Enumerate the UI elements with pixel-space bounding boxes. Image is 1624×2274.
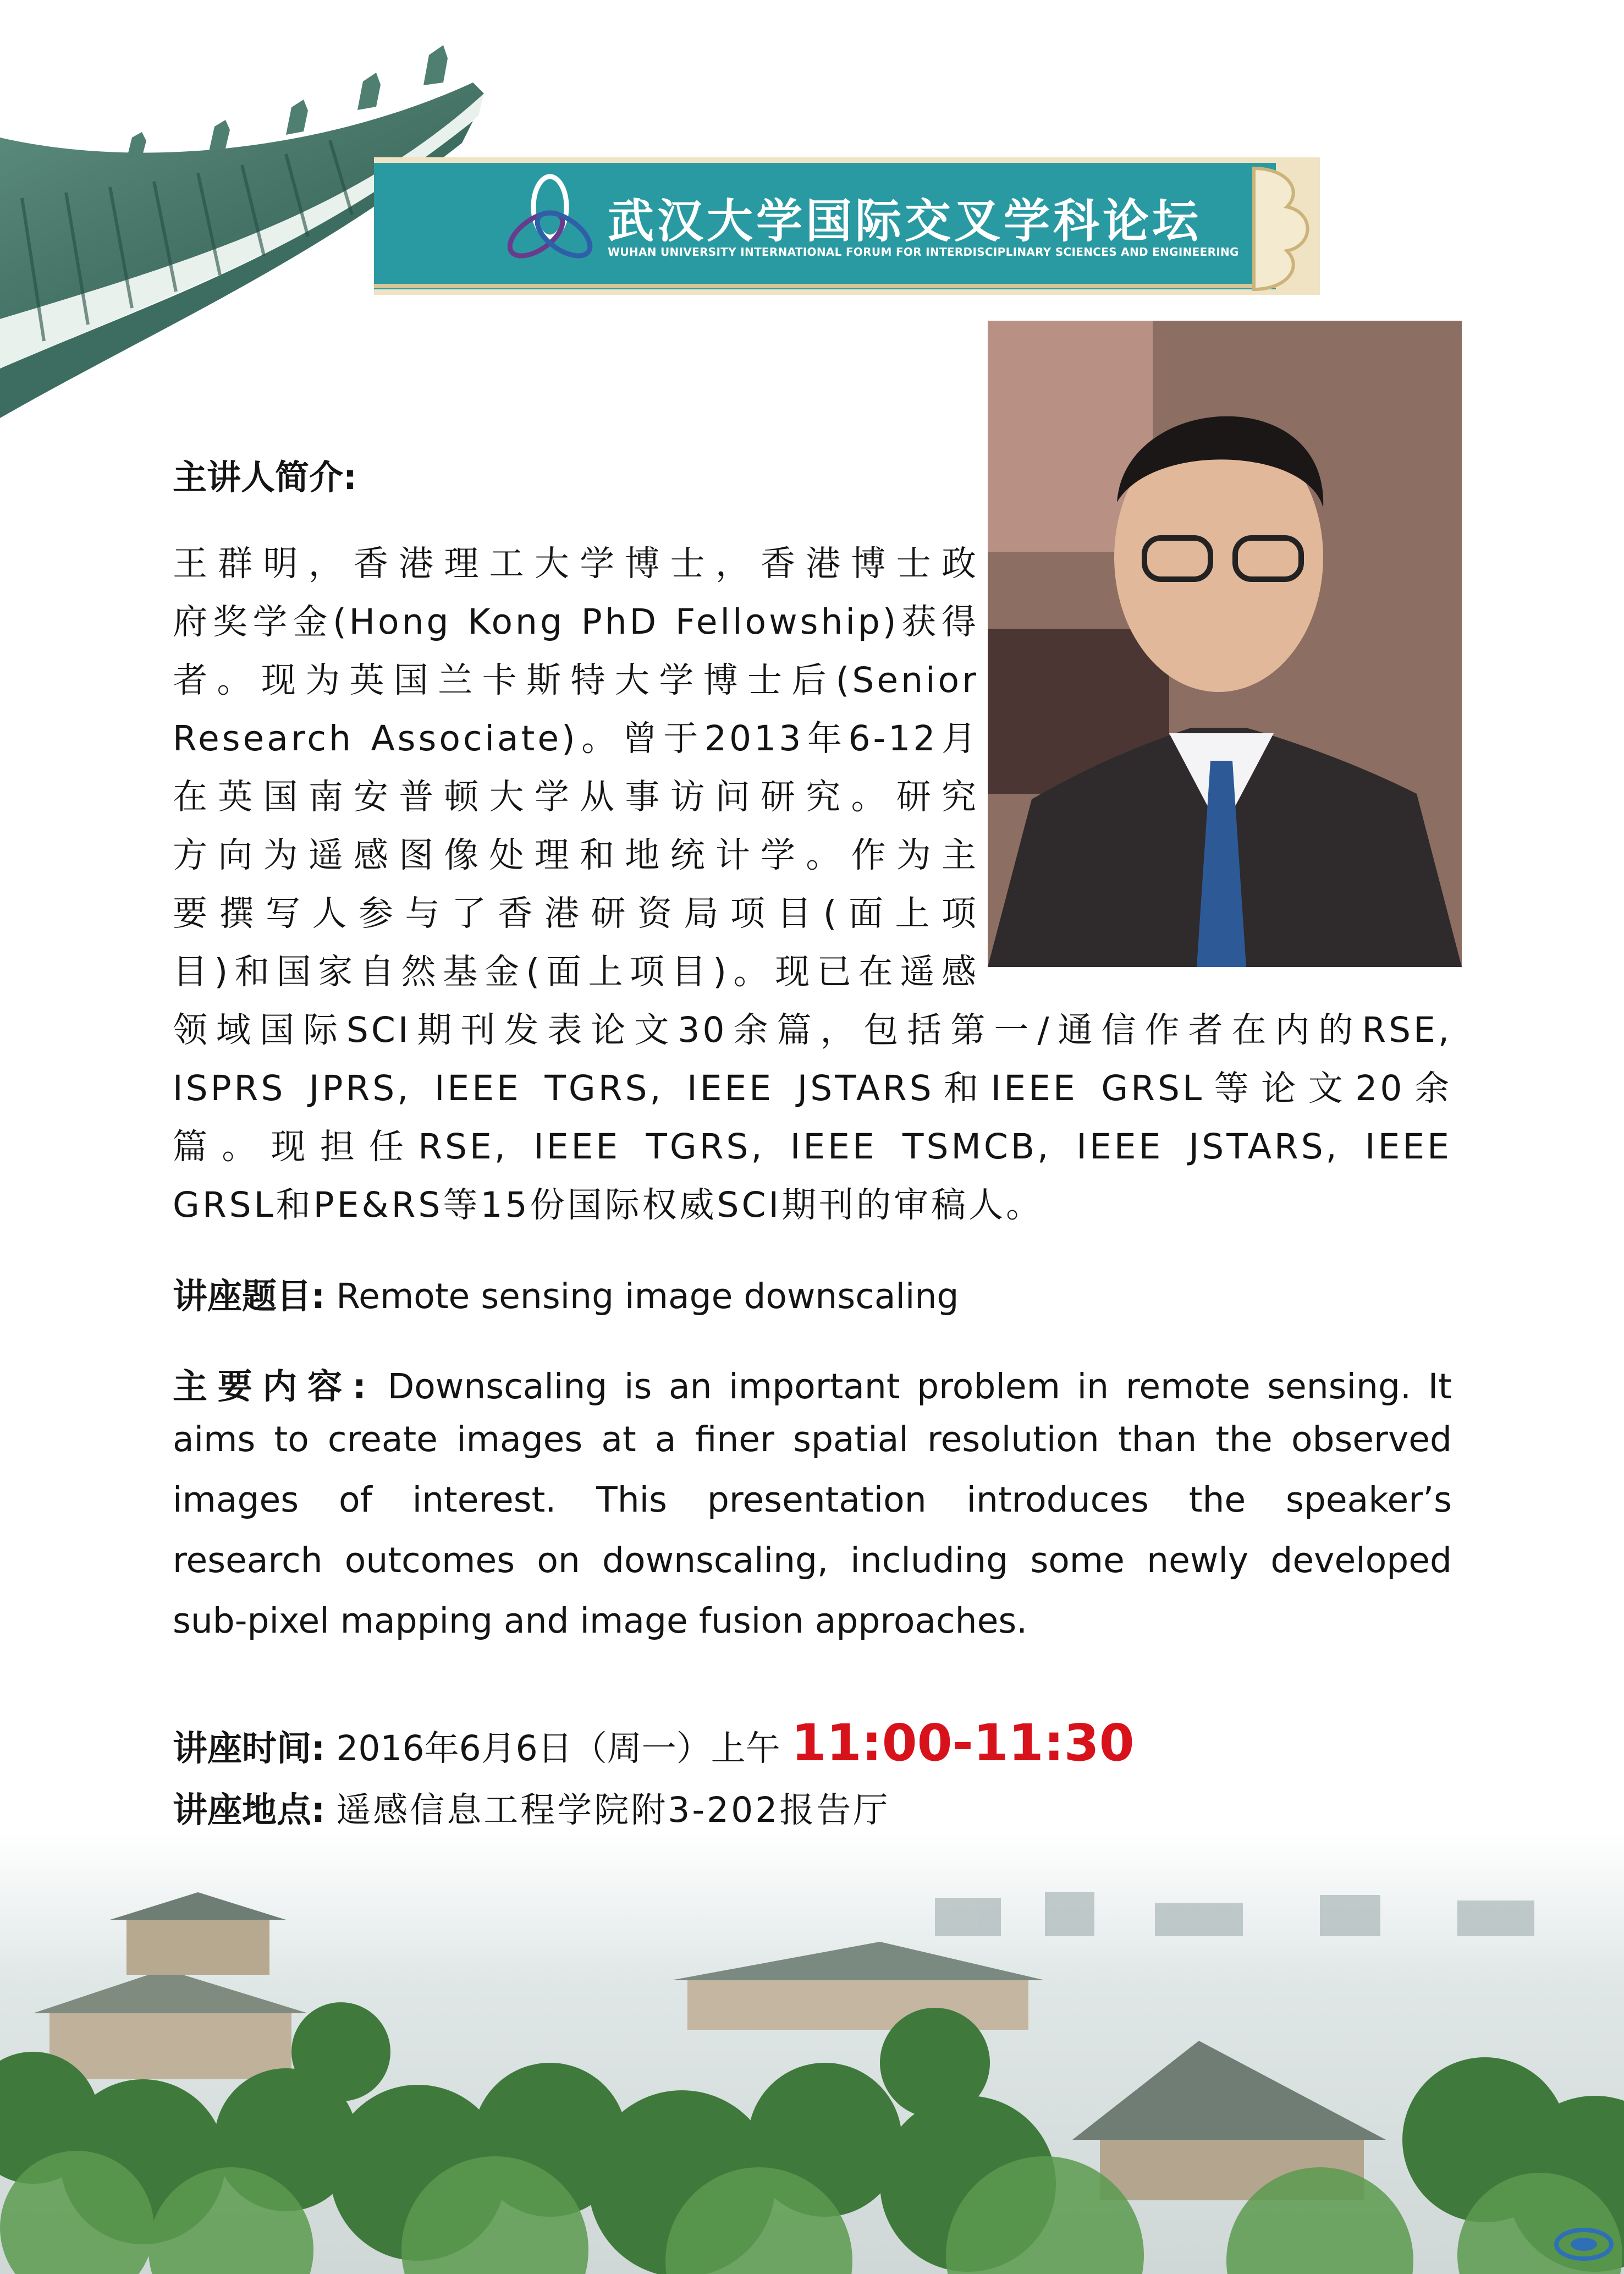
- bio-line: 目)和国家自然基金(面上项目)。现已在遥感: [173, 952, 979, 992]
- speaker-photo: [988, 321, 1462, 967]
- campus-landscape-image: [0, 1832, 1624, 2274]
- abstract-line: [173, 1359, 1452, 1409]
- time-label: 讲座时间:: [173, 1728, 326, 1768]
- bio-heading: 主讲人简介:: [173, 457, 357, 497]
- abstract-text: Downscaling is an important problem in remote sensing. It: [387, 1366, 1452, 1407]
- talk-place-row: [173, 1782, 890, 1832]
- bio-line: ISPRS JPRS, IEEE TGRS, IEEE JSTARS和IEEE GRSL等论文20余: [173, 1068, 1452, 1108]
- bio-line: 者。现为英国兰卡斯特大学博士后(Senior: [173, 660, 979, 700]
- forum-logo-icon: [506, 174, 594, 273]
- talk-title-value: Remote sensing image downscaling: [336, 1276, 959, 1316]
- abstract-line: research outcomes on downscaling, including some newly developed: [173, 1540, 1452, 1580]
- place-label: 讲座地点:: [173, 1790, 326, 1830]
- bio-line: 府奖学金(Hong Kong PhD Fellowship)获得: [173, 602, 979, 642]
- time-value: 11:00-11:30: [791, 1713, 1135, 1772]
- banner-subtitle: WUHAN UNIVERSITY INTERNATIONAL FORUM FOR INTERDISCIPLINARY SCIENCES AND ENGINEERING: [608, 245, 1239, 259]
- bio-line: Research Associate)。曾于2013年6-12月: [173, 718, 979, 759]
- bio-line: 领域国际SCI期刊发表论文30余篇，包括第一/通信作者在内的RSE,: [173, 1010, 1452, 1050]
- bio-line: 在英国南安普顿大学从事访问研究。研究: [173, 777, 979, 817]
- talk-title-label: 讲座题目:: [173, 1276, 326, 1316]
- abstract-line: aims to create images at a finer spatial resolution than the observed: [173, 1419, 1452, 1459]
- time-date: 2016年6月6日（周一）上午: [336, 1728, 780, 1768]
- bio-line: 方向为遥感图像处理和地统计学。作为主: [173, 835, 979, 875]
- talk-title-row: [173, 1268, 959, 1319]
- corner-logo-icon: [1551, 2222, 1617, 2266]
- bio-line: 篇。现担任RSE, IEEE TGRS, IEEE TSMCB, IEEE JSTARS, IEEE: [173, 1127, 1452, 1167]
- bio-line: 王群明，香港理工大学博士，香港博士政: [173, 543, 979, 584]
- talk-time-row: [173, 1713, 1135, 1772]
- bio-line: GRSL和PE&RS等15份国际权威SCI期刊的审稿人。: [173, 1185, 1044, 1225]
- bio-line: 要撰写人参与了香港研资局项目(面上项: [173, 893, 979, 933]
- place-value: 遥感信息工程学院附3-202报告厅: [336, 1790, 890, 1830]
- abstract-line: images of interest. This presentation introduces the speaker’s: [173, 1480, 1452, 1520]
- abstract-label: 主要内容:: [173, 1366, 371, 1407]
- abstract-line: sub-pixel mapping and image fusion approaches.: [173, 1601, 1028, 1641]
- banner-title: 武汉大学国际交叉学科论坛: [608, 194, 1202, 248]
